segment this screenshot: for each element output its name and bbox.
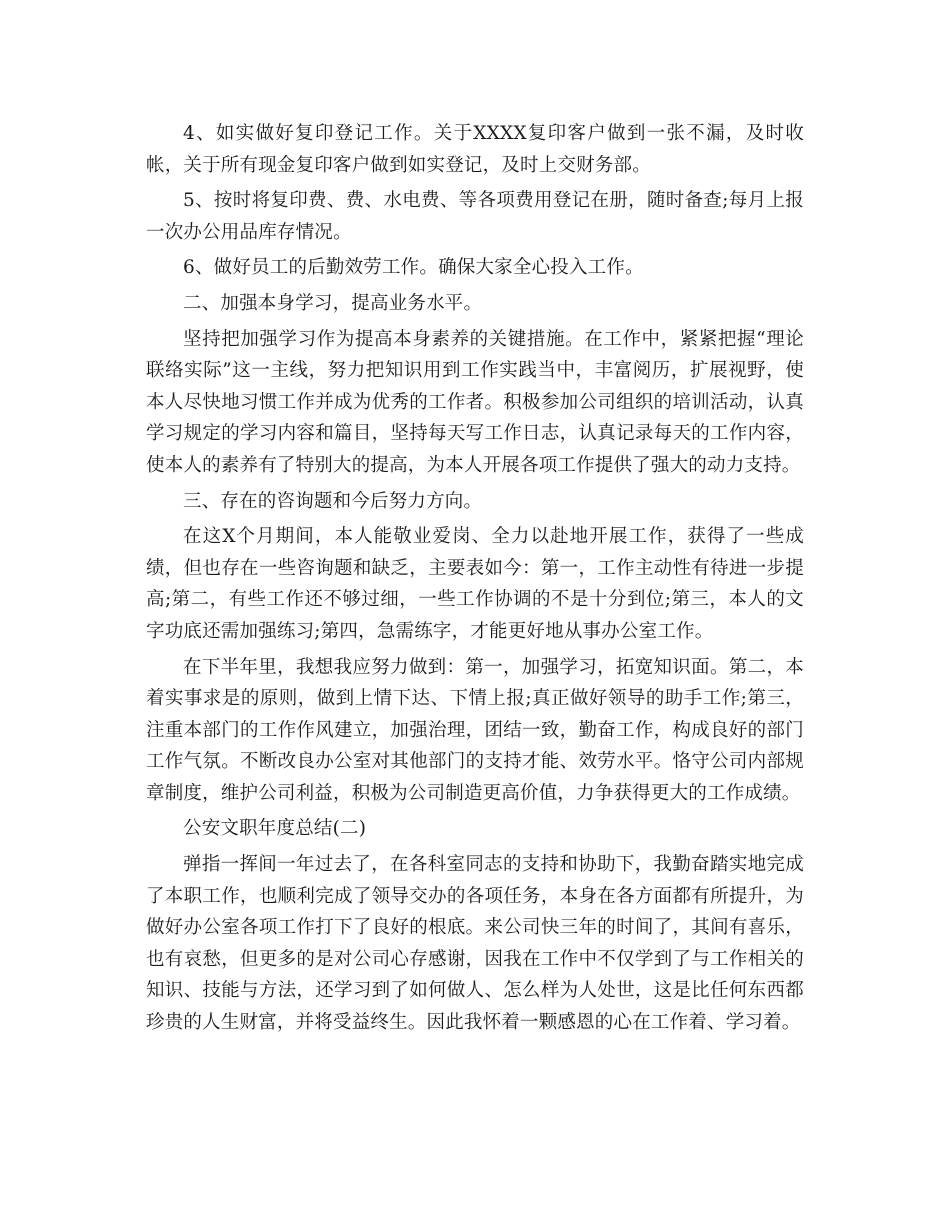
- paragraph-problems: 在这X个月期间，本人能敬业爱岗、全力以赴地开展工作，获得了一些成绩，但也存在一些咨询题和缺乏，主要表如今：第一，工作主动性有待进一步提高;第二，有些工作还不够过细，一些工作协调的不是十分到位;第三，本人的文字功底还需加强练习;第四，急需练字，才能更好地从事办公室工作。: [146, 526, 804, 642]
- document-subtitle: 公安文职年度总结(二): [183, 818, 367, 840]
- paragraph-item-4-copy-registration: 4、如实做好复印登记工作。关于XXXX复印客户做到一张不漏，及时收帐，关于所有现金复印客户做到如实登记，及时上交财务部。: [146, 123, 804, 176]
- paragraph-year-summary: 弹指一挥间一年过去了，在各科室同志的支持和协助下，我勤奋踏实地完成了本职工作，也顺利完成了领导交办的各项任务，本身在各方面都有所提升，为做好办公室各项工作打下了良好的根底。来公司快三年的时间了，其间有喜乐，也有哀愁，但更多的是对公司心存感谢，因我在工作中不仅学到了与工作相关的知识、技能与方法，还学习到了如何做人、怎么样为人处世，这是比任何东西都珍贵的人生财富，并将受益终生。因此我怀着一颗感恩的心在工作着、学习着。: [146, 854, 804, 1034]
- paragraph-item-6-logistics-service: 6、做好员工的后勤效劳工作。确保大家全心投入工作。: [183, 257, 644, 279]
- paragraph-item-5-fee-records: 5、按时将复印费、费、水电费、等各项费用登记在册，随时备查;每月上报一次办公用品库存情况。: [146, 190, 804, 243]
- paragraph-self-study: 坚持把加强学习作为提高本身素养的关键措施。在工作中，紧紧把握“理论联络实际”这一主线，努力把知识用到工作实践当中，丰富阅历，扩展视野，使本人尽快地习惯工作并成为优秀的工作者。积极参加公司组织的培训活动，认真学习规定的学习内容和篇目，坚持每天写工作日志，认真记录每天的工作内容，使本人的素养有了特别大的提高，为本人开展各项工作提供了强大的动力支持。: [146, 328, 804, 476]
- document-body: [146, 118, 804, 1043]
- section-heading-problems-direction: 三、存在的咨询题和今后努力方向。: [183, 490, 483, 512]
- section-heading-self-study: 二、加强本身学习，提高业务水平。: [183, 292, 483, 314]
- paragraph-second-half-plan: 在下半年里，我想我应努力做到：第一，加强学习，拓宽知识面。第二，本着实事求是的原则，做到上情下达、下情上报;真正做好领导的助手工作;第三，注重本部门的工作作风建立，加强治理，团结一致，勤奋工作，构成良好的部门工作气氛。不断改良办公室对其他部门的支持才能、效劳水平。恪守公司内部规章制度，维护公司利益，积极为公司制造更高价值，力争获得更大的工作成绩。: [146, 656, 804, 804]
